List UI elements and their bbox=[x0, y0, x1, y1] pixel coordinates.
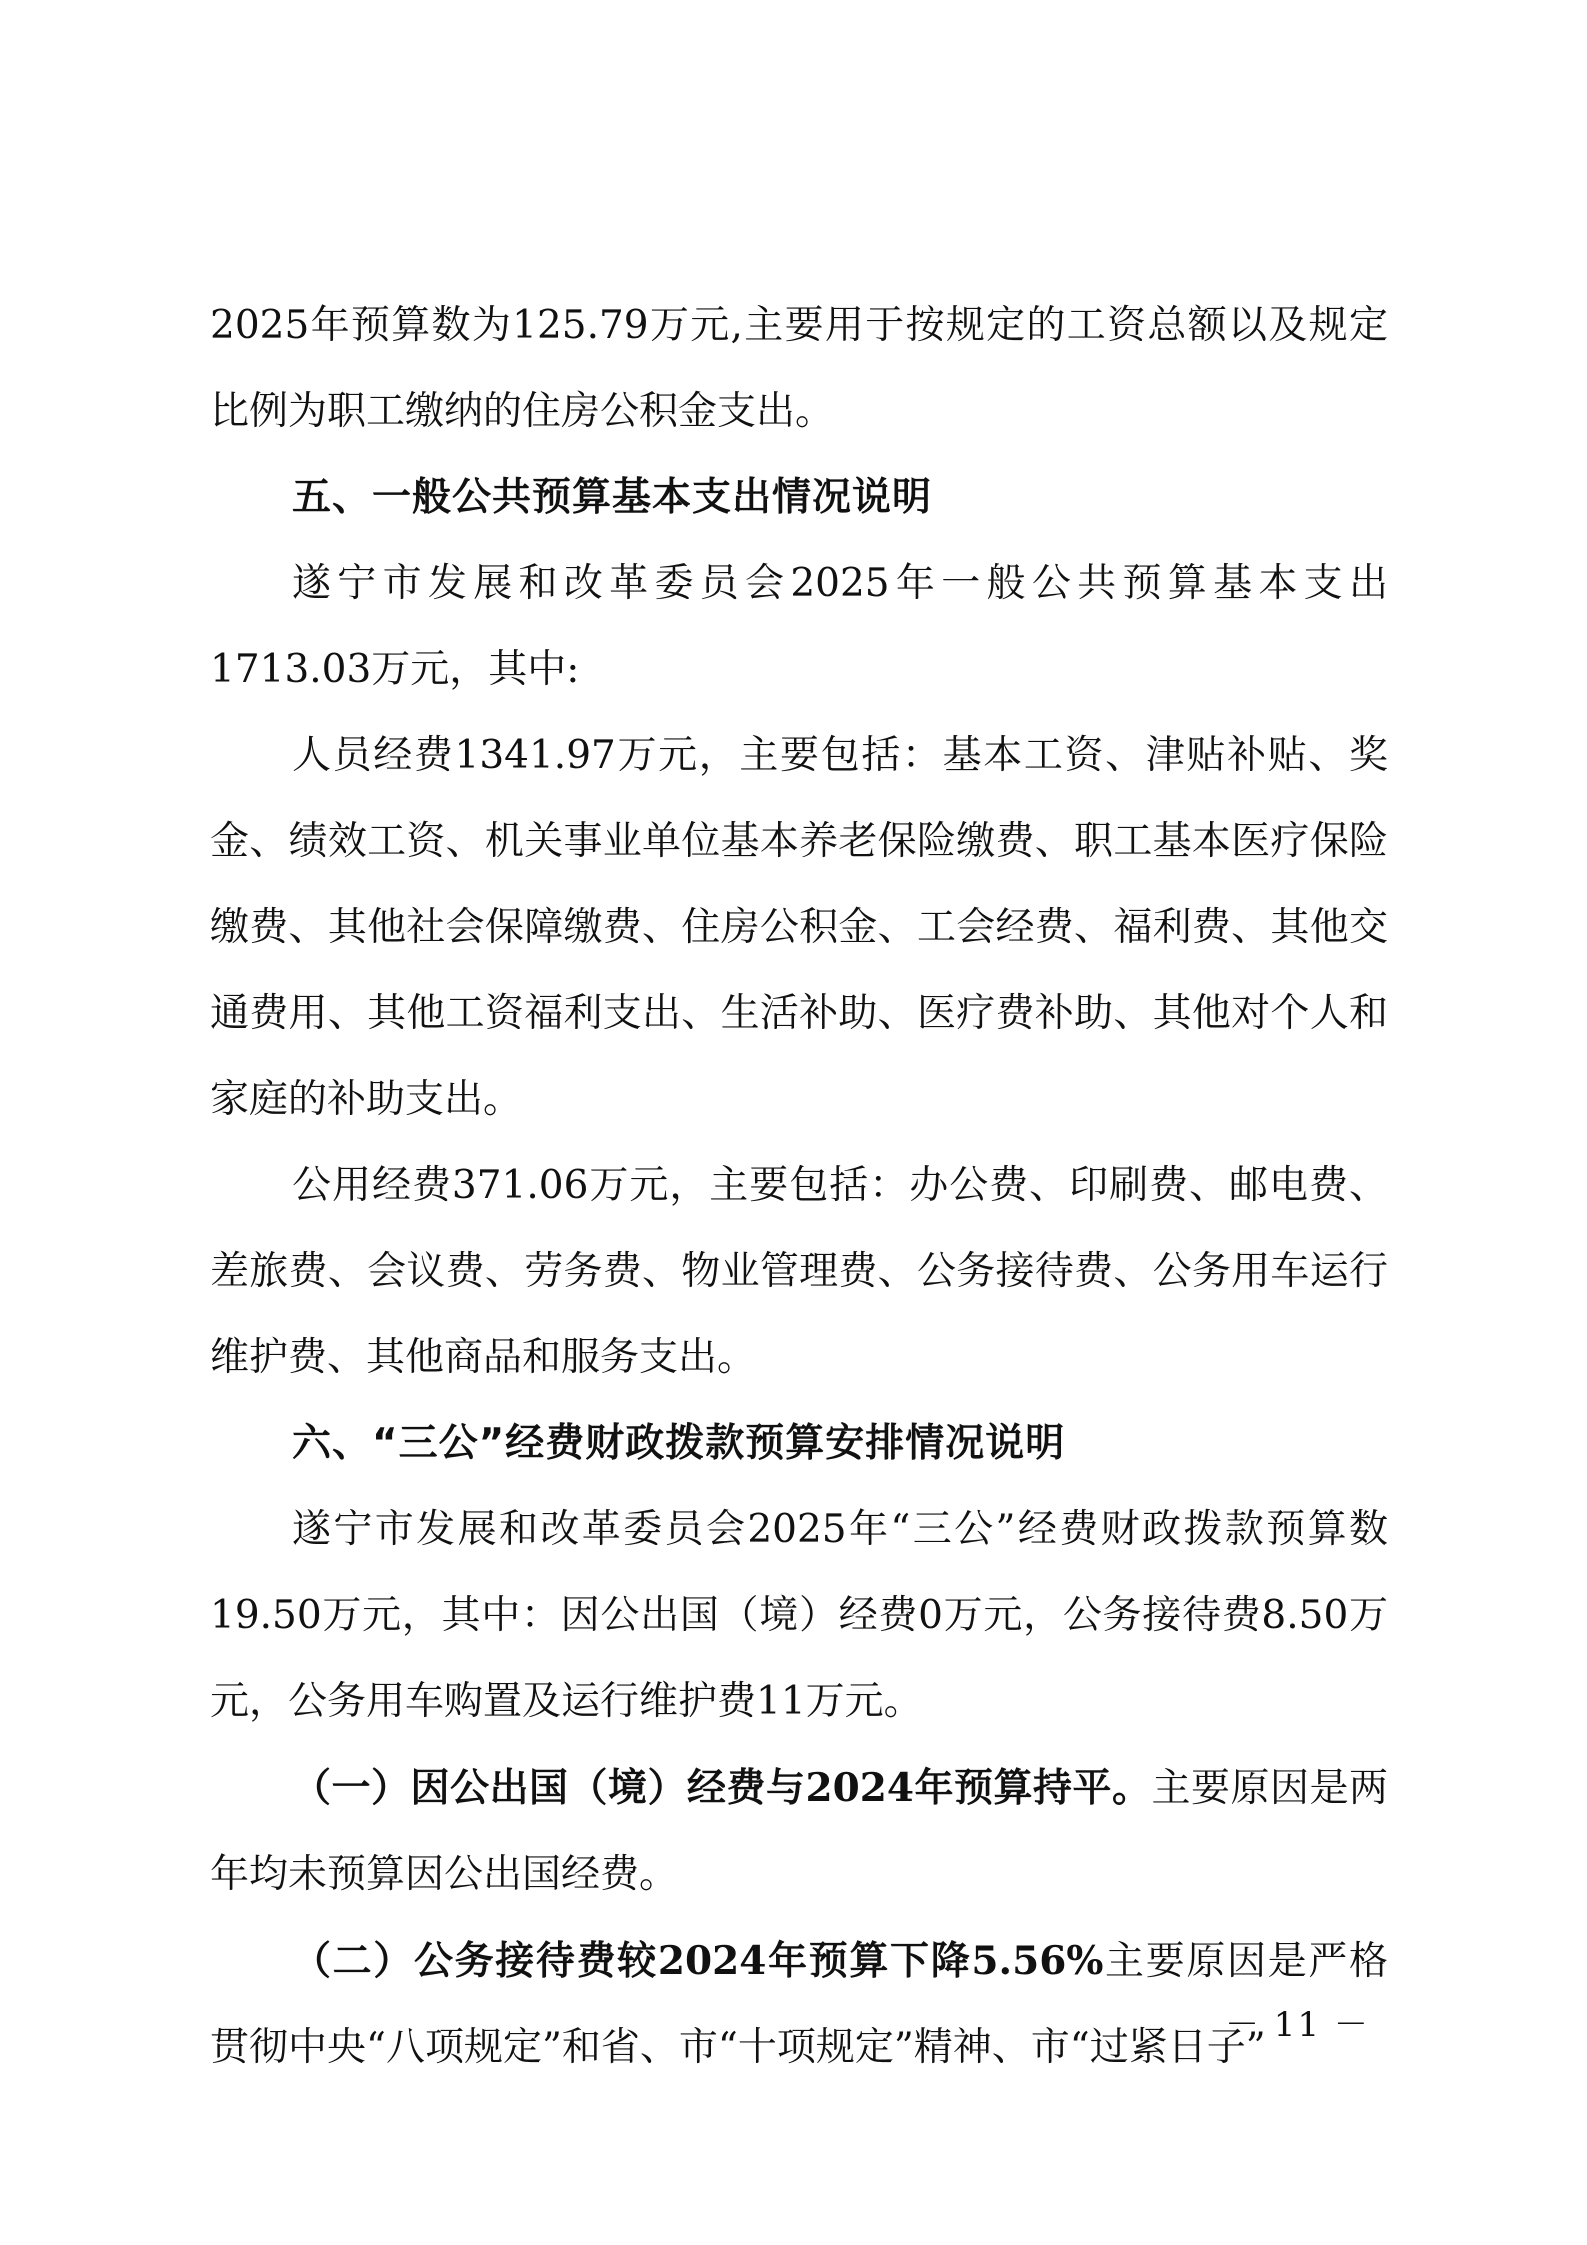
page-number: － 11 － bbox=[1225, 2005, 1370, 2045]
paragraph-overseas-text: 主要原因是两年均未预算因公出国经费。 bbox=[210, 1766, 1388, 1897]
paragraph-basic-expenditure-total: 遂宁市发展和改革委员会2025年一般公共预算基本支出1713.03万元，其中: bbox=[210, 561, 1388, 692]
paragraph-overseas-expenses bbox=[210, 1745, 1388, 1918]
paragraph-three-public-total: 遂宁市发展和改革委员会2025年“三公”经费财政拨款预算数19.50万元，其中：因公出国（境）经费0万元，公务接待费8.50万元，公务用车购置及运行维护费11万元。 bbox=[210, 1507, 1388, 1724]
section-heading-three-public-expenses: 六、“三公”经费财政拨款预算安排情况说明 bbox=[292, 1421, 1066, 1466]
section-heading-basic-expenditure: 五、一般公共预算基本支出情况说明 bbox=[292, 475, 933, 520]
paragraph-reception-text: 主要原因是严格贯彻中央“八项规定”和省、市“十项规定”精神、市“过紧日子” bbox=[210, 1939, 1388, 2070]
paragraph-public-expenses: 公用经费371.06万元，主要包括：办公费、印刷费、邮电费、差旅费、会议费、劳务费、物业管理费、公务接待费、公务用车运行维护费、其他商品和服务支出。 bbox=[210, 1163, 1388, 1380]
paragraph-reception-expenses bbox=[210, 1918, 1388, 2091]
paragraph-housing-fund: 2025年预算数为125.79万元,主要用于按规定的工资总额以及规定比例为职工缴纳的住房公积金支出。 bbox=[210, 303, 1388, 434]
paragraph-personnel-expenses: 人员经费1341.97万元，主要包括：基本工资、津贴补贴、奖金、绩效工资、机关事业单位基本养老保险缴费、职工基本医疗保险缴费、其他社会保障缴费、住房公积金、工会经费、福利费、其他交通费用、其他工资福利支出、生活补助、医疗费补助、其他对个人和家庭的补助支出。 bbox=[210, 733, 1388, 1122]
paragraph-reception-lead: （二）公务接待费较2024年预算下降5.56% bbox=[292, 1938, 1104, 1984]
paragraph-overseas-lead: （一）因公出国（境）经费与2024年预算持平。 bbox=[292, 1765, 1152, 1811]
document-body bbox=[210, 283, 1388, 2091]
